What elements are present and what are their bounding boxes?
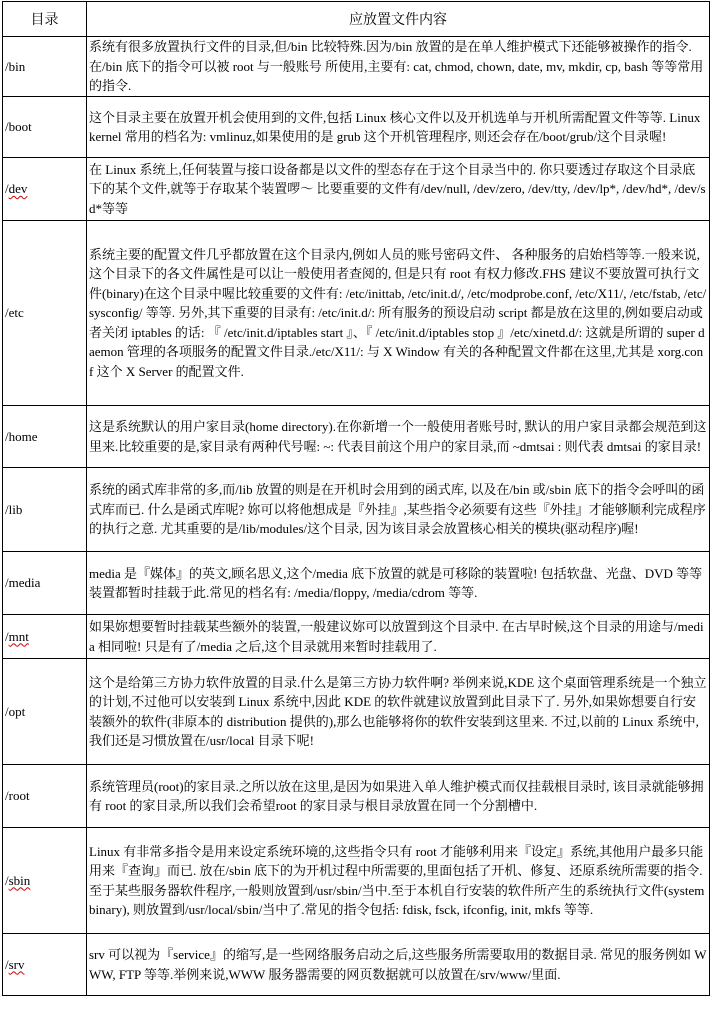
table-row — [3, 406, 710, 468]
desc-cell: 系统有很多放置执行文件的目录,但/bin 比较特殊.因为/bin 放置的是在单人维护模式下还能够被操作的指令. 在/bin 底下的指令可以被 root 与一般账号 所使用,主要有: cat, chmod, chown, date, mv, mkdir, cp, bash 等等常用的指令. — [87, 37, 710, 97]
spellcheck-underline: mnt — [8, 628, 29, 644]
dir-cell: /sbin — [3, 828, 87, 934]
dir-cell: /boot — [3, 97, 87, 158]
table-row — [3, 765, 710, 828]
table-row — [3, 468, 710, 552]
desc-cell: Linux 有非常多指令是用来设定系统环境的,这些指令只有 root 才能够利用来『设定』系统,其他用户最多只能用来『查询』而已. 放在/sbin 底下的为开机过程中所需要的,里面包括了开机、修复、还原系统所需要的指令. 至于某些服务器软件程序,一般则放置到/usr/sbin/当中.至于本机自行安装的软件所产生的系统执行文件(system binary), 则放置到/usr/local/sbin/当中了.常见的指令包括: fdisk, fsck, ifconfig, init, mkfs 等等. — [87, 828, 710, 934]
table-row — [3, 934, 710, 996]
dir-column-header: 目录 — [3, 2, 87, 37]
dir-cell: /home — [3, 406, 87, 468]
dir-cell: /mnt — [3, 615, 87, 659]
dir-cell: /media — [3, 552, 87, 615]
spellcheck-underline: sbin — [8, 872, 31, 888]
desc-cell: media 是『媒体』的英文,顾名思义,这个/media 底下放置的就是可移除的装置啦! 包括软盘、光盘、DVD 等等装置都暂时挂载于此.常见的档名有: /media/floppy, /media/cdrom 等等. — [87, 552, 710, 615]
desc-cell: 这是系统默认的用户家目录(home directory).在你新增一个一般使用者账号时, 默认的用户家目录都会规范到这里来.比较重要的是,家目录有两种代号喔: ~: 代表目前这个用户的家目录,而 ~dmtsai : 则代表 dmtsai 的家目录! — [87, 406, 710, 468]
dir-cell: /dev — [3, 158, 87, 221]
table-row — [3, 221, 710, 406]
desc-cell: 这个是给第三方协力软件放置的目录.什么是第三方协力软件啊? 举例来说,KDE 这个桌面管理系统是一个独立的计划,不过他可以安装到 Linux 系统中,因此 KDE 的软件就建议放置到此目录下了. 另外,如果妳想要自行安装额外的软件(非原本的 distribution 提供的),那么也能够将你的软件安装到这里来. 不过,以前的 Linux 系统中,我们还是习惯放置在/usr/local 目录下呢! — [87, 659, 710, 765]
table-row — [3, 97, 710, 158]
document-page — [0, 1, 712, 1017]
desc-cell: 系统管理员(root)的家目录.之所以放在这里,是因为如果进入单人维护模式而仅挂载根目录时, 该目录就能够拥有 root 的家目录,所以我们会希望root 的家目录与根目录放置在同一个分割槽中. — [87, 765, 710, 828]
desc-cell: 在 Linux 系统上,任何装置与接口设备都是以文件的型态存在于这个目录当中的. 你只要透过存取这个目录底下的某个文件,就等于存取某个装置啰～ 比要重要的文件有/dev/null, /dev/zero, /dev/tty, /dev/lp*, /dev/hd*, /dev/sd*等等 — [87, 158, 710, 221]
table-header-row — [3, 2, 710, 37]
directory-table — [2, 1, 710, 996]
desc-cell: 系统主要的配置文件几乎都放置在这个目录内,例如人员的账号密码文件、 各种服务的启始档等等.一般来说,这个目录下的各文件属性是可以让一般使用者查阅的, 但是只有 root 有权力修改.FHS 建议不要放置可执行文件(binary)在这个目录中喔比较重要的文件有: /etc/inittab, /etc/init.d/, /etc/modprobe.conf, /etc/X11/, /etc/fstab, /etc/sysconfig/ 等等. 另外,其下重要的目录有: /etc/init.d/: 所有服务的预设启动 script 都是放在这里的,例如要启动或者关闭 iptables 的话: 『 /etc/init.d/iptables start 』、『 /etc/init.d/iptables stop 』/etc/xinetd.d/: 这就是所谓的 super daemon 管理的各项服务的配置文件目录./etc/X11/: 与 X Window 有关的各种配置文件都在这里,尤其是 xorg.conf 这个 X Server 的配置文件. — [87, 221, 710, 406]
table-row — [3, 615, 710, 659]
table-row — [3, 37, 710, 97]
dir-cell: /opt — [3, 659, 87, 765]
desc-cell: 系统的函式库非常的多,而/lib 放置的则是在开机时会用到的函式库, 以及在/bin 或/sbin 底下的指令会呼叫的函式库而已. 什么是函式库呢? 妳可以将他想成是『外挂』,某些指令必须要有这些『外挂』才能够顺利完成程序的执行之意. 尤其重要的是/lib/modules/这个目录, 因为该目录会放置核心相关的模块(驱动程序)喔! — [87, 468, 710, 552]
dir-cell: /etc — [3, 221, 87, 406]
spellcheck-underline: srv — [8, 956, 25, 972]
table-row — [3, 158, 710, 221]
content-column-header: 应放置文件内容 — [87, 2, 710, 37]
table-row — [3, 828, 710, 934]
dir-cell: /bin — [3, 37, 87, 97]
dir-cell: /lib — [3, 468, 87, 552]
desc-cell: srv 可以视为『service』的缩写,是一些网络服务启动之后,这些服务所需要取用的数据目录. 常见的服务例如 WWW, FTP 等等.举例来说,WWW 服务器需要的网页数据就可以放置在/srv/www/里面. — [87, 934, 710, 996]
dir-cell: /srv — [3, 934, 87, 996]
table-row — [3, 552, 710, 615]
desc-cell: 如果妳想要暂时挂载某些额外的装置,一般建议妳可以放置到这个目录中. 在古早时候,这个目录的用途与/media 相同啦! 只是有了/media 之后,这个目录就用来暂时挂载用了. — [87, 615, 710, 659]
desc-cell: 这个目录主要在放置开机会使用到的文件,包括 Linux 核心文件以及开机选单与开机所需配置文件等等. Linux kernel 常用的档名为: vmlinuz,如果使用的是 grub 这个开机管理程序, 则还会存在/boot/grub/这个目录喔! — [87, 97, 710, 158]
table-row — [3, 659, 710, 765]
dir-cell: /root — [3, 765, 87, 828]
spellcheck-underline: dev — [8, 181, 28, 196]
